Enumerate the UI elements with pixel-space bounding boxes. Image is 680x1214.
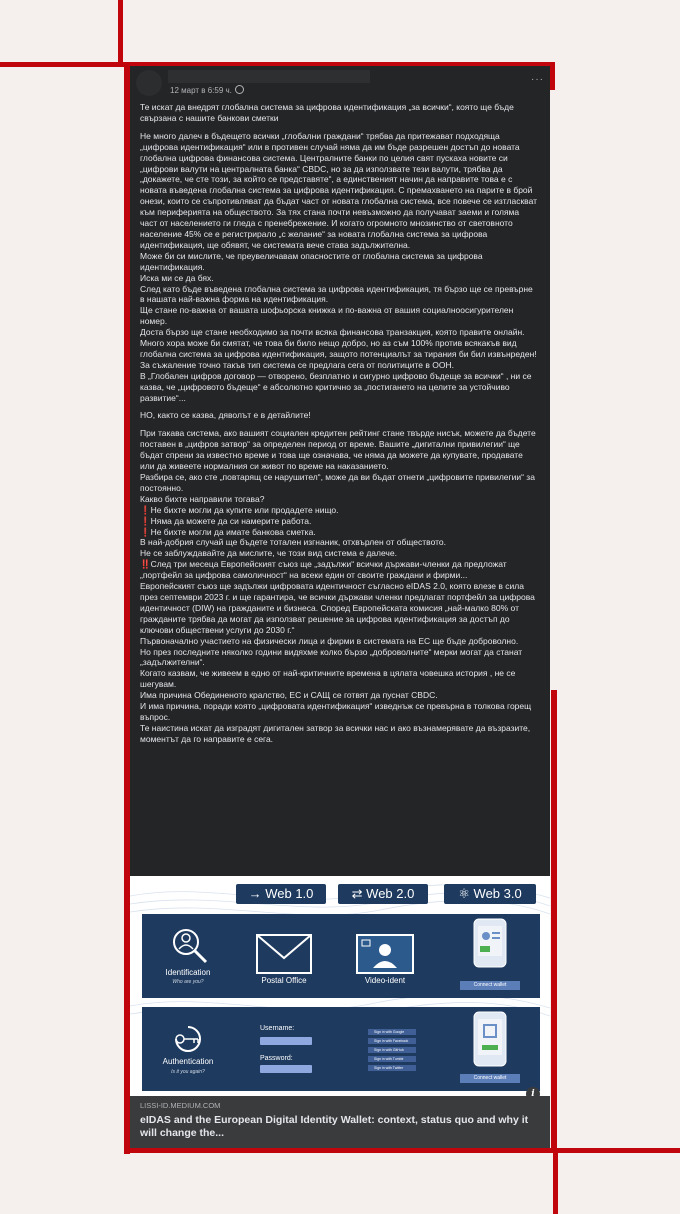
- more-options-icon[interactable]: ···: [531, 74, 544, 85]
- authentication-sub: Is it you again?: [171, 1069, 205, 1075]
- frame-line-right-lower: [551, 690, 557, 1148]
- post-paragraph: ‼️След три месеца Европейският съюз ще „задължи“ всички държави-членки да предложат „портфейл за цифрова самоличност“ на всеки един от своите граждани и фирми...: [140, 559, 507, 581]
- post-paragraph: И има причина, поради която „цифровата идентификация“ изведнъж се превърна в толкова горещ въпрос.: [140, 701, 532, 722]
- identification-panel: [142, 914, 540, 998]
- post-paragraph: Много хора може би смятат, че това би било нещо добро, но аз съм 100% против всякакъв вид глобална система за цифрова идентификация, защото потенциалът за тирания би бил извънреден!: [140, 338, 537, 359]
- signin-facebook: Sign in with Facebook: [368, 1038, 416, 1044]
- link-preview-image[interactable]: [130, 876, 550, 1096]
- paragraph-gap: [140, 421, 538, 428]
- post-paragraph: Не се заблуждавайте да мислите, че този вид система е далече.: [140, 548, 397, 559]
- signin-google: Sign in with Google: [368, 1029, 416, 1035]
- web2-label: Web 2.0: [366, 886, 415, 901]
- post-paragraph: Първоначално участието на физически лица и фирми в системата на ЕС ще бъде доброволно.: [140, 635, 519, 646]
- web1-label: Web 1.0: [265, 886, 314, 901]
- frame-line-left-upper: [118, 0, 123, 64]
- phone-wallet-icon-2: [468, 1011, 512, 1067]
- facebook-post: [130, 66, 550, 1148]
- web3-label: Web 3.0: [473, 886, 522, 901]
- exchange-icon: ⇄: [351, 886, 363, 901]
- post-paragraph: Но през последните няколко години видяхме колко бързо „доброволните“ мерки могат да станат „задължителни“.: [140, 646, 523, 668]
- signin-tumblr: Sign in with Tumblr: [368, 1056, 416, 1062]
- arrow-right-icon: →: [248, 886, 262, 901]
- link-title[interactable]: eIDAS and the European Digital Identity Wallet: context, status quo and why it will change the...: [140, 1114, 529, 1139]
- connect-wallet-button: Connect wallet: [460, 981, 520, 990]
- password-label: Password:: [260, 1055, 293, 1062]
- link-domain: LISSI-ID.MEDIUM.COM: [140, 1101, 221, 1110]
- author-name-redacted: [168, 70, 370, 83]
- post-paragraph: Ще стане по-важна от вашата шофьорска книжка и по-важна от вашия социалноосигурителен номер.: [140, 305, 514, 327]
- paragraph-gap: [140, 403, 538, 410]
- post-paragraph: В „Глобален цифров договор — отворено, безплатно и сигурно цифрово бъдеще за всички“ , ни се казва, че „цифровото бъдеще“ е абсолютно критично за „постигането на целите за устойчиво развитие“...: [140, 370, 532, 403]
- post-paragraph: Доста бързо ще стане необходимо за почти всяка финансова транзакция, която правите онлайн.: [140, 327, 525, 338]
- frame-line-right-bottom: [553, 1150, 558, 1214]
- web3-button: [444, 884, 536, 904]
- post-paragraph: При такава система, ако вашият социален кредитен рейтинг стане твърде нисък, можете да бъдете поставен в „цифров затвор“ за определен период от време. Вашите „дигитални привилегии“ ще бъдат спрени за известно време и това ще означава, че няма да можете да купувате, продавате или да живеете нормалния си живот по време на наказанието.: [140, 428, 536, 472]
- post-paragraph: Има причина Обединеното кралство, ЕС и САЩ се готвят да пуснат CBDC.: [140, 690, 438, 701]
- post-paragraph: Те искат да внедрят глобална система за цифрова идентификация „за всички“, която ще бъде свързана с нашите банкови сметки: [140, 102, 514, 123]
- paragraph-gap: [140, 124, 538, 131]
- web1-button: [236, 884, 326, 904]
- username-label: Username:: [260, 1025, 295, 1032]
- authentication-label: Authentication: [162, 1057, 214, 1066]
- envelope-icon: [256, 934, 312, 974]
- post-paragraph: В най-добрия случай ще бъдете тотален изгнаник, отхвърлен от обществото.: [140, 537, 446, 548]
- frame-line-bottom: [124, 1148, 680, 1153]
- network-icon: ⚛: [458, 886, 470, 901]
- post-text: [140, 102, 538, 745]
- post-paragraph: След като бъде въведена глобална система за цифрова идентификация, тя бързо ще се превърне в нашата най-важна форма на идентификация.: [140, 283, 533, 305]
- signin-twitter: Sign in with Twitter: [368, 1065, 416, 1071]
- video-ident-label: Video-ident: [364, 976, 406, 985]
- signin-github: Sign in with GitHub: [368, 1047, 416, 1053]
- frame-line-right-upper: [550, 62, 555, 90]
- web2-button: [338, 884, 428, 904]
- password-field: [260, 1065, 312, 1073]
- magnifier-person-icon: [170, 926, 210, 966]
- post-timestamp[interactable]: [170, 85, 244, 95]
- connect-wallet-button-2: Connect wallet: [460, 1074, 520, 1083]
- post-paragraph: ❗Не бихте могли да имате банкова сметка.: [140, 526, 316, 537]
- avatar[interactable]: [136, 70, 162, 96]
- link-preview-bar[interactable]: [130, 1096, 550, 1148]
- timestamp-text: 12 март в 6:59 ч.: [170, 86, 232, 95]
- key-lock-icon: [168, 1019, 208, 1059]
- post-paragraph: Иска ми се да бях.: [140, 272, 214, 283]
- post-paragraph: НО, както се казва, дяволът е в детайлите!: [140, 410, 311, 421]
- video-ident-icon: [356, 934, 414, 974]
- info-icon[interactable]: i: [526, 1087, 540, 1101]
- identification-label: Identification: [165, 968, 211, 977]
- phone-wallet-icon: [468, 918, 512, 968]
- post-paragraph: Разбира се, ако сте „повтарящ се нарушител“, може да ви бъдат отнети „цифровите привилегии“ за постоянно.: [140, 472, 535, 493]
- globe-icon: [235, 85, 244, 94]
- post-header: [130, 66, 550, 100]
- post-paragraph: Не много далеч в бъдещето всички „глобални граждани“ трябва да притежават подходяща „цифрова идентификация“ или в противен случай няма да им бъде разрешен достъп до новата глобална цифрова финансова система. Централните банки по целия свят пускаха новите си „цифрови валути на централната банка“ CBDC, но за да използвате тези валути, трябва да „докажете, че сте този, за който се представяте“, а единственият начин да направите това е с новата въведена глобална система за цифрова идентификация. С премахването на парите в брой онези, които се съпротивляват да бъдат част от новата глобална система, все повече се изтласкват към периферията на обществото. За тях стана почти невъзможно да получават заеми и голяма част от населението ги гледа с пренебрежение. И когато огромното мнозинство от световното население 45% се е регистрирало „с желание“ за новата глобална система за цифрова идентификация, ще обявят, че системата вече става задължителна.: [140, 130, 538, 250]
- username-field: [260, 1037, 312, 1045]
- authentication-panel: [142, 1007, 540, 1091]
- postal-office-label: Postal Office: [261, 976, 307, 985]
- post-paragraph: Европейският съюз ще задължи цифровата идентичност съгласно eIDAS 2.0, която влезе в сила през септември 2023 г. и ще гарантира, че всички държави членки предлагат портфейл за цифрова идентичност (DIW) на гражданите и бизнеса. Според Европейската комисия „най-малко 80% от гражданите трябва да могат да използват решение за цифрова идентификация за достъп до ключови обществени услуги до 2030 г.“: [140, 581, 535, 635]
- post-paragraph: Може би си мислите, че преувеличавам опасностите от глобална система за цифрова идентификация.: [140, 250, 483, 272]
- post-paragraph: Те наистина искат да изградят дигитален затвор за всички нас и ако възнамерявате да възразите, моментът да го направите е сега.: [140, 722, 531, 744]
- post-paragraph: Когато казвам, че живеем в едно от най-критичните времена в цялата човешка история , не се шегувам.: [140, 668, 516, 690]
- post-paragraph: Какво бихте направили тогава?: [140, 493, 265, 504]
- post-paragraph: ❗Няма да можете да си намерите работа.: [140, 515, 312, 526]
- post-paragraph: ❗Не бихте могли да купите или продадете нищо.: [140, 504, 339, 515]
- post-paragraph: За съжаление точно такъв тип система се предлага сега от политиците в ООН.: [140, 359, 454, 370]
- identification-sub: Who are you?: [172, 979, 204, 985]
